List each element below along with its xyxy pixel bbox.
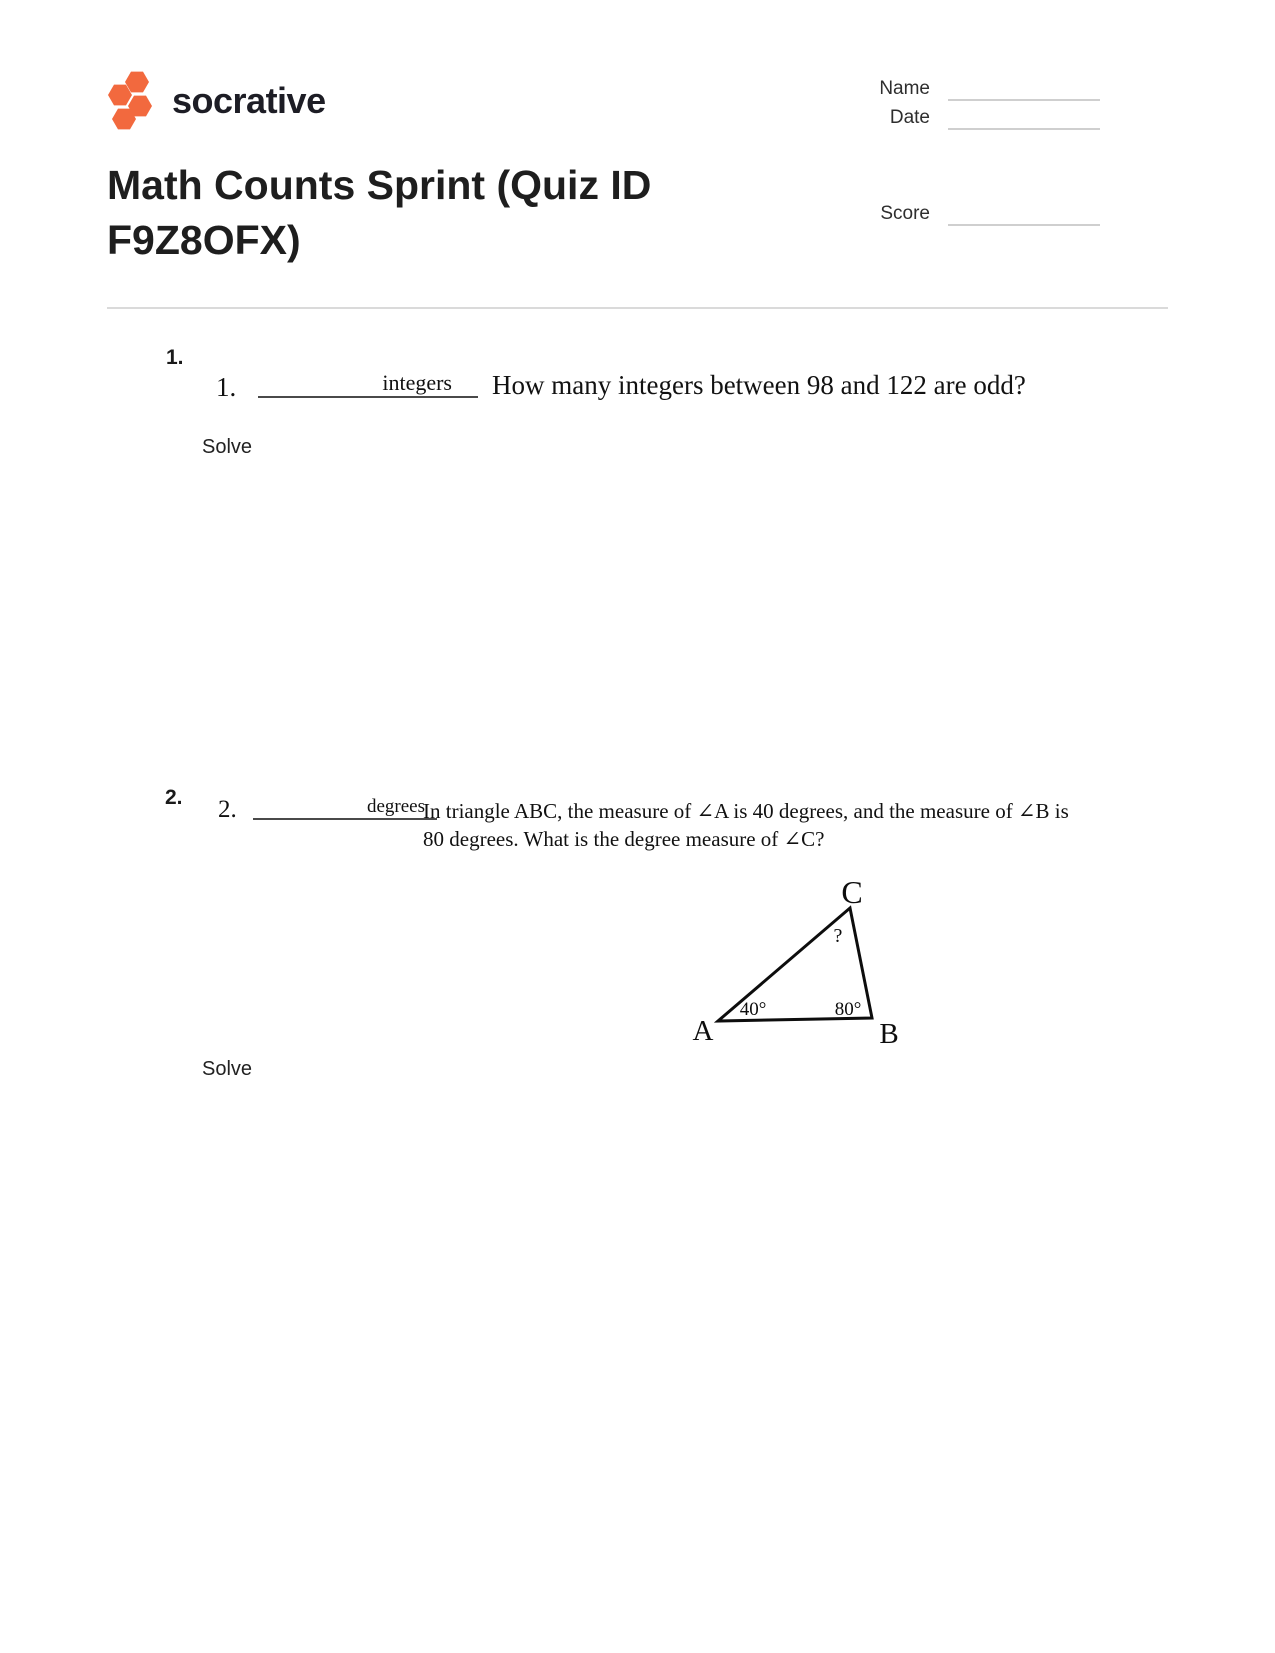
quiz-title: Math Counts Sprint (Quiz ID F9Z8OFX) xyxy=(107,162,652,263)
question-1-answer-blank xyxy=(258,360,478,398)
question-2-text xyxy=(423,797,1113,853)
question-1-text: How many integers between 98 and 122 are odd? xyxy=(492,370,1026,400)
question-1-unit-label: integers xyxy=(382,370,452,395)
question-2-answer-blank xyxy=(253,788,437,820)
triangle-angle-c-unknown-label: ? xyxy=(833,925,843,947)
question-2-number-badge: 2. xyxy=(165,786,183,809)
socrative-logo-text: socrative xyxy=(172,80,326,121)
question-2-inline-number: 2. xyxy=(218,796,237,823)
triangle-angle-b-label: 80° xyxy=(834,999,862,1020)
question-1-solve-label: Solve xyxy=(202,436,253,458)
socrative-logo-icon xyxy=(96,62,160,138)
score-label: Score xyxy=(880,203,930,224)
question-2-solve-label: Solve xyxy=(202,1058,253,1080)
name-blank-line xyxy=(948,99,1100,101)
question-1-inline-number: 1. xyxy=(216,372,237,402)
question-2-text-line-2: 80 degrees. What is the degree measure of ∠C? xyxy=(423,827,825,851)
header-divider xyxy=(107,307,1168,309)
triangle-angle-a-label: 40° xyxy=(739,999,767,1020)
score-blank-line xyxy=(948,224,1100,226)
question-2-unit-label: degrees xyxy=(366,796,425,817)
triangle-vertex-b-label: B xyxy=(879,1018,899,1050)
date-label: Date xyxy=(889,107,930,128)
triangle-vertex-a-label: A xyxy=(692,1015,714,1047)
date-blank-line xyxy=(948,128,1100,130)
name-label: Name xyxy=(879,78,930,99)
triangle-abc-diagram xyxy=(645,870,915,1055)
question-2-text-line-1: In triangle ABC, the measure of ∠A is 40 degrees, and the measure of ∠B is xyxy=(423,799,1069,823)
triangle-vertex-c-label: C xyxy=(841,874,863,910)
question-1-number-badge: 1. xyxy=(166,346,184,369)
